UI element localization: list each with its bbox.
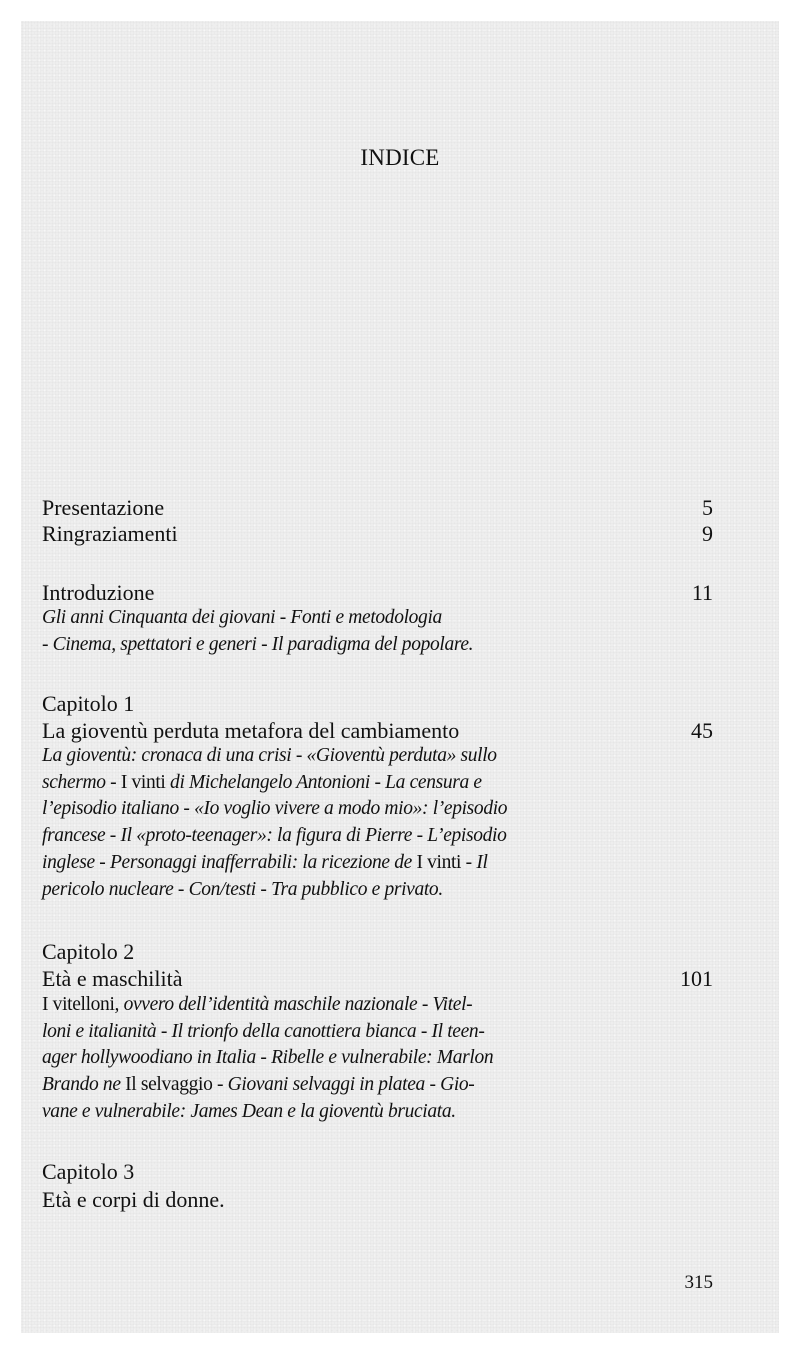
page-title: INDICE	[360, 145, 440, 170]
summary-line: La gioventù: cronaca di una crisi - «Gioventù perduta» sullo	[42, 745, 497, 766]
summary-line	[42, 770, 582, 797]
toc-entry-ringraziamenti-page: 9	[702, 521, 713, 546]
summary-line: pericolo nucleare - Con/testi - Tra pubblico e privato.	[42, 878, 443, 900]
film-title: I vinti	[120, 771, 166, 793]
chapter-1-page: 45	[691, 718, 713, 743]
summary-line: loni e italianità - Il trionfo della canottiera bianca - Il teen-	[42, 1020, 485, 1042]
chapter-2-summary	[42, 992, 582, 1126]
film-title: Il selvaggio	[125, 1074, 213, 1096]
toc-entry-introduzione-summary	[42, 605, 582, 658]
summary-text: inglese - Personaggi inafferrabili: la ricezione de	[42, 851, 417, 873]
film-title: I vitelloni	[42, 994, 115, 1015]
summary-line	[42, 992, 582, 1019]
summary-text: Brando ne	[42, 1074, 126, 1096]
chapter-1-number: Capitolo 1	[42, 691, 135, 716]
summary-text: - Il	[461, 851, 488, 873]
summary-line: ager hollywoodiano in Italia - Ribelle e vulnerabile: Marlon	[42, 1047, 494, 1069]
summary-line: l’episodio italiano - «Io voglio vivere a modo mio»: l’episodio	[42, 798, 508, 820]
summary-line: Gli anni Cinquanta dei giovani - Fonti e metodologia	[42, 607, 442, 628]
summary-line: francese - Il «proto-teenager»: la figura di Pierre - L’episodio	[42, 825, 507, 847]
summary-text: , ovvero dell’identità maschile nazionale - Vitel-	[114, 994, 473, 1015]
chapter-2-title: Età e maschilità	[42, 966, 183, 991]
toc-entry-presentazione-page: 5	[702, 495, 713, 520]
summary-line	[42, 850, 582, 877]
summary-text: - Giovani selvaggi in platea - Gio-	[212, 1074, 475, 1096]
summary-line: vane e vulnerabile: James Dean e la gioventù bruciata.	[42, 1100, 456, 1122]
toc-entry-introduzione-label: Introduzione	[42, 580, 155, 605]
chapter-2-number: Capitolo 2	[42, 939, 135, 964]
chapter-3-title: Età e corpi di donne.	[42, 1187, 225, 1212]
chapter-1-title: La gioventù perduta metafora del cambiamento	[42, 718, 460, 743]
chapter-2-page: 101	[680, 966, 713, 991]
summary-line	[42, 1072, 582, 1099]
page-number: 315	[684, 1272, 713, 1293]
book-page	[21, 21, 779, 1333]
toc-entry-presentazione-label: Presentazione	[42, 495, 165, 520]
film-title: I vinti	[416, 851, 462, 873]
summary-text: di Michelangelo Antonioni - La censura e	[165, 771, 482, 793]
toc-entry-ringraziamenti-label: Ringraziamenti	[42, 521, 178, 546]
toc-entry-introduzione-page: 11	[691, 580, 713, 605]
summary-line: - Cinema, spettatori e generi - Il paradigma del popolare.	[42, 633, 474, 655]
chapter-3-number: Capitolo 3	[42, 1159, 135, 1184]
summary-text: schermo -	[42, 771, 121, 793]
chapter-1-summary	[42, 743, 582, 903]
